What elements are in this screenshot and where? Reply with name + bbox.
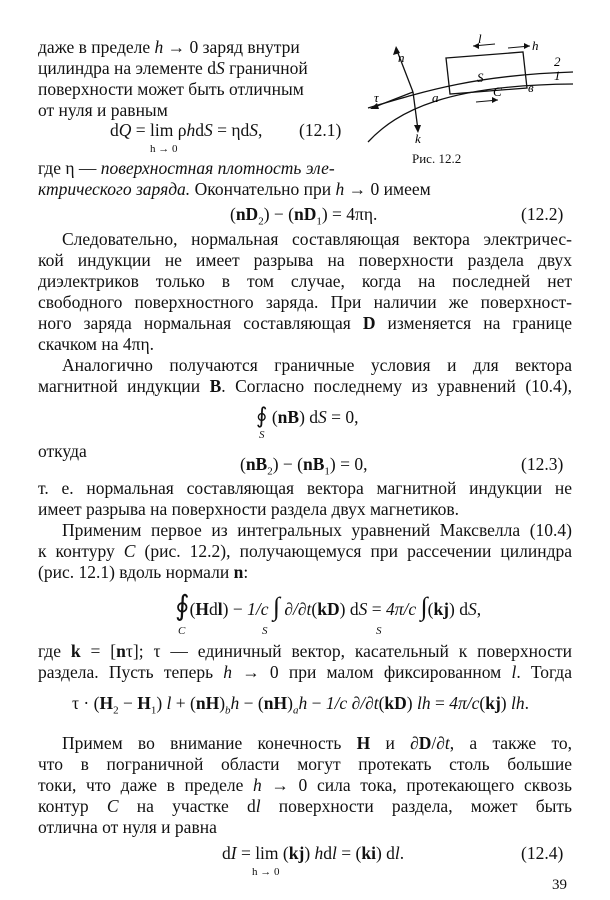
text-line: (рис. 12.1) вдоль нормали n: [38, 562, 249, 582]
equation-number: (12.3) [521, 454, 564, 474]
equation-number: (12.4) [521, 843, 564, 863]
text-line: скачком на 4πη. [38, 334, 154, 354]
text-line: т. е. нормальная составляющая вектора магнитной индукции не [38, 478, 572, 498]
text-line: кой индукции не имеет разрыва на поверхности раздела двух [38, 250, 572, 270]
equation-number: (12.2) [521, 204, 564, 224]
label-1: 1 [554, 68, 561, 83]
label-k: k [415, 131, 421, 146]
text-line: отлична от нуля и равна [38, 817, 217, 837]
figure-caption: Рис. 12.2 [412, 151, 462, 166]
label-S: S [477, 70, 484, 85]
equation-maxwell-integral: ∮(Hdl) − 1/c ∫ ∂/∂t(kD) dS = 4π/c ∫(kj) dS, [175, 591, 482, 622]
text-line: поверхности может быть отличным [38, 79, 304, 99]
equation-12-4: dI = lim (kj) hdl = (ki) dl. [222, 843, 405, 863]
text-line: что в пограничной области могут протекать столь большие [38, 754, 572, 774]
label-2: 2 [554, 54, 561, 69]
equation-12-3: $(nB_2) - (nB_1) = 0$, [240, 454, 368, 478]
text-line: Применим первое из интегральных уравнений Максвелла (10.4) [62, 520, 572, 540]
integral-subscript: S [262, 625, 268, 637]
equation-12-2: $(nD_2) - (nD_1) = 4\pi\eta$. [230, 204, 378, 228]
page-number: 39 [552, 877, 567, 893]
limit-subscript: h → 0 [150, 143, 178, 155]
text-line: токи, что даже в пределе h → 0 сила тока, протекающего сквозь [38, 775, 573, 795]
text-line: где k = [nτ]; τ — единичный вектор, касательный к поверхности [38, 641, 572, 661]
text-line: где η — поверхностная плотность эле- [38, 158, 335, 178]
text-line: диэлектриков только в том случае, когда на последней нет [38, 271, 572, 291]
text-line: Примем во внимание конечность H и ∂D/∂t, а также то, [62, 733, 573, 753]
text-line: Аналогично получаются граничные условия и для вектора [62, 355, 572, 375]
text-line: раздела. Пусть теперь h → 0 при малом фиксированном l. Тогда [38, 662, 572, 682]
figure-12-2 [358, 30, 583, 150]
limit-subscript: h → 0 [252, 866, 280, 878]
text-line: Следовательно, нормальная составляющая вектора электричес- [62, 229, 572, 249]
text-line: контур C на участке dl поверхности раздела, может быть [38, 796, 572, 816]
equation-12-1: dQ = lim ρhdS = ηdS, [110, 120, 263, 140]
text-line: имеет разрыва на поверхности раздела двух магнетиков. [38, 499, 460, 519]
text-line: свободного поверхностного заряда. При наличии же поверхност- [38, 292, 572, 312]
equation-flux-B: ∮ (nB) dS = 0, [256, 403, 359, 428]
label-l: l [478, 31, 482, 46]
text-line: ктрического заряда. Окончательно при h → 0 имеем [38, 179, 431, 199]
text-line: ного заряда нормальная составляющая D изменяется на границе [38, 313, 572, 333]
label-tau: τ [374, 90, 379, 105]
label-n: n [398, 50, 405, 65]
label-h: h [532, 38, 539, 53]
equation-number: (12.1) [299, 120, 342, 140]
text-line: к контуру C (рис. 12.2), получающемуся при рассечении цилиндра [38, 541, 572, 561]
integral-subscript: S [259, 429, 265, 441]
text-line: от нуля и равным [38, 100, 168, 120]
label-C: C [493, 84, 502, 99]
text-line: магнитной индукции B. Согласно последнему из уравнений (10.4), [38, 376, 572, 396]
text-line: откуда [38, 441, 87, 461]
label-b: в [528, 80, 534, 95]
equation-tangential: $\tau \cdot (H_2 - H_1) l + (nH)_bh - (nH)_ah - 1/c$ ∂/∂t(kD) lh = 4π/c(kj) lh. [72, 693, 529, 717]
vector-k [413, 92, 418, 130]
surface-curve-2 [368, 72, 573, 108]
text-line: цилиндра на элементе dS граничной [38, 58, 308, 78]
integral-subscript: S [376, 625, 382, 637]
integral-subscript: C [178, 625, 186, 637]
text-line: даже в пределе h → 0 заряд внутри [38, 37, 300, 57]
label-a: a [432, 90, 439, 105]
contour-rectangle [446, 52, 527, 94]
